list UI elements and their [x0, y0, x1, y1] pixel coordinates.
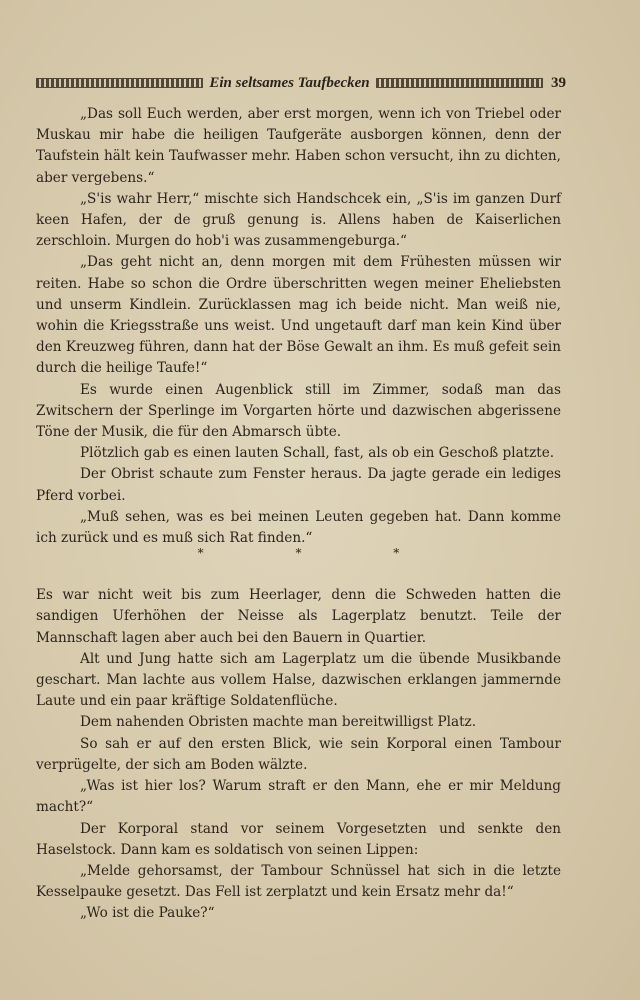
paragraph: „S'is wahr Herr,“ mischte sich Handschcek ein, „S'is im ganzen Durf keen Hafen, der de gruß genung is. Allens haben de Kaiserlichen zerschloin. Murgen do hob'i was zusammengeburga.“	[36, 190, 561, 250]
paragraph: Der Korporal stand vor seinem Vorgesetzten und senkte den Haselstock. Dann kam es soldatisch von seinen Lippen:	[36, 820, 561, 858]
paragraph: „Melde gehorsamst, der Tambour Schnüssel hat sich in die letzte Kesselpauke gesetzt. Das Fell ist zerplatzt und kein Ersatz mehr da!“	[36, 862, 561, 901]
paragraph: „Was ist hier los? Warum straft er den Mann, ehe er mir Meldung macht?“	[36, 778, 561, 816]
paragraph: Plötzlich gab es einen lauten Schall, fast, als ob ein Geschoß platzte.	[80, 445, 555, 462]
paragraph: „Wo ist die Pauke?“	[80, 905, 215, 922]
paragraph: Alt und Jung hatte sich am Lagerplatz um die übende Musikbande geschart. Man lachte aus vollem Halse, dazwischen erklangen jammernde Laute und ein paar kräftige Soldatenflüche.	[36, 650, 561, 710]
paragraph: „Das soll Euch werden, aber erst morgen, wenn ich von Triebel oder Muskau mir habe die heiligen Taufgeräte ausborgen können, denn der Taufstein hält kein Taufwasser mehr. Haben schon versucht, ihn zu dichten, aber vergebens.“	[36, 106, 561, 186]
header-ornament-left	[36, 78, 203, 88]
paragraph: So sah er auf den ersten Blick, wie sein Korporal einen Tambour verprügelte, der sich am Boden wälzte.	[36, 735, 561, 773]
body-text	[36, 104, 561, 925]
paragraph: „Das geht nicht an, denn morgen mit dem Frühesten müssen wir reiten. Habe so schon die Ordre überschritten wegen meiner Eheliebsten und unserm Kindlein. Zurücklassen mag ich beide nicht. Man weiß nie, wohin die Kriegsstraße uns weist. Und ungetauft darf man kein Kind über den Kreuzweg führen, dann hat der Böse Gewalt an ihm. Es muß gefeit sein durch die heilige Taufe!“	[36, 254, 561, 377]
page-number: 39	[551, 74, 567, 91]
paragraph: Es war nicht weit bis zum Heerlager, denn die Schweden hatten die sandigen Uferhöhen der Neisse als Lagerplatz benutzt. Teile der Mannschaft lagen aber auch bei den Bauern in Quartier.	[36, 587, 561, 646]
section-separator: * * *	[197, 546, 444, 561]
running-header	[36, 74, 566, 92]
header-ornament-right	[376, 78, 543, 88]
paragraph: Dem nahenden Obristen machte man bereitwilligst Platz.	[80, 714, 477, 731]
paragraph: „Muß sehen, was es bei meinen Leuten gegeben hat. Dann komme ich zurück und es muß sich Rat finden.“	[36, 508, 561, 547]
chapter-title: Ein seltsames Taufbecken	[209, 74, 370, 91]
paragraph: Es wurde einen Augenblick still im Zimmer, sodaß man das Zwitschern der Sperlinge im Vorgarten hörte und dazwischen abgerissene Töne der Musik, die für den Abmarsch übte.	[36, 381, 561, 441]
paragraph: Der Obrist schaute zum Fenster heraus. Da jagte gerade ein lediges Pferd vorbei.	[36, 466, 561, 504]
